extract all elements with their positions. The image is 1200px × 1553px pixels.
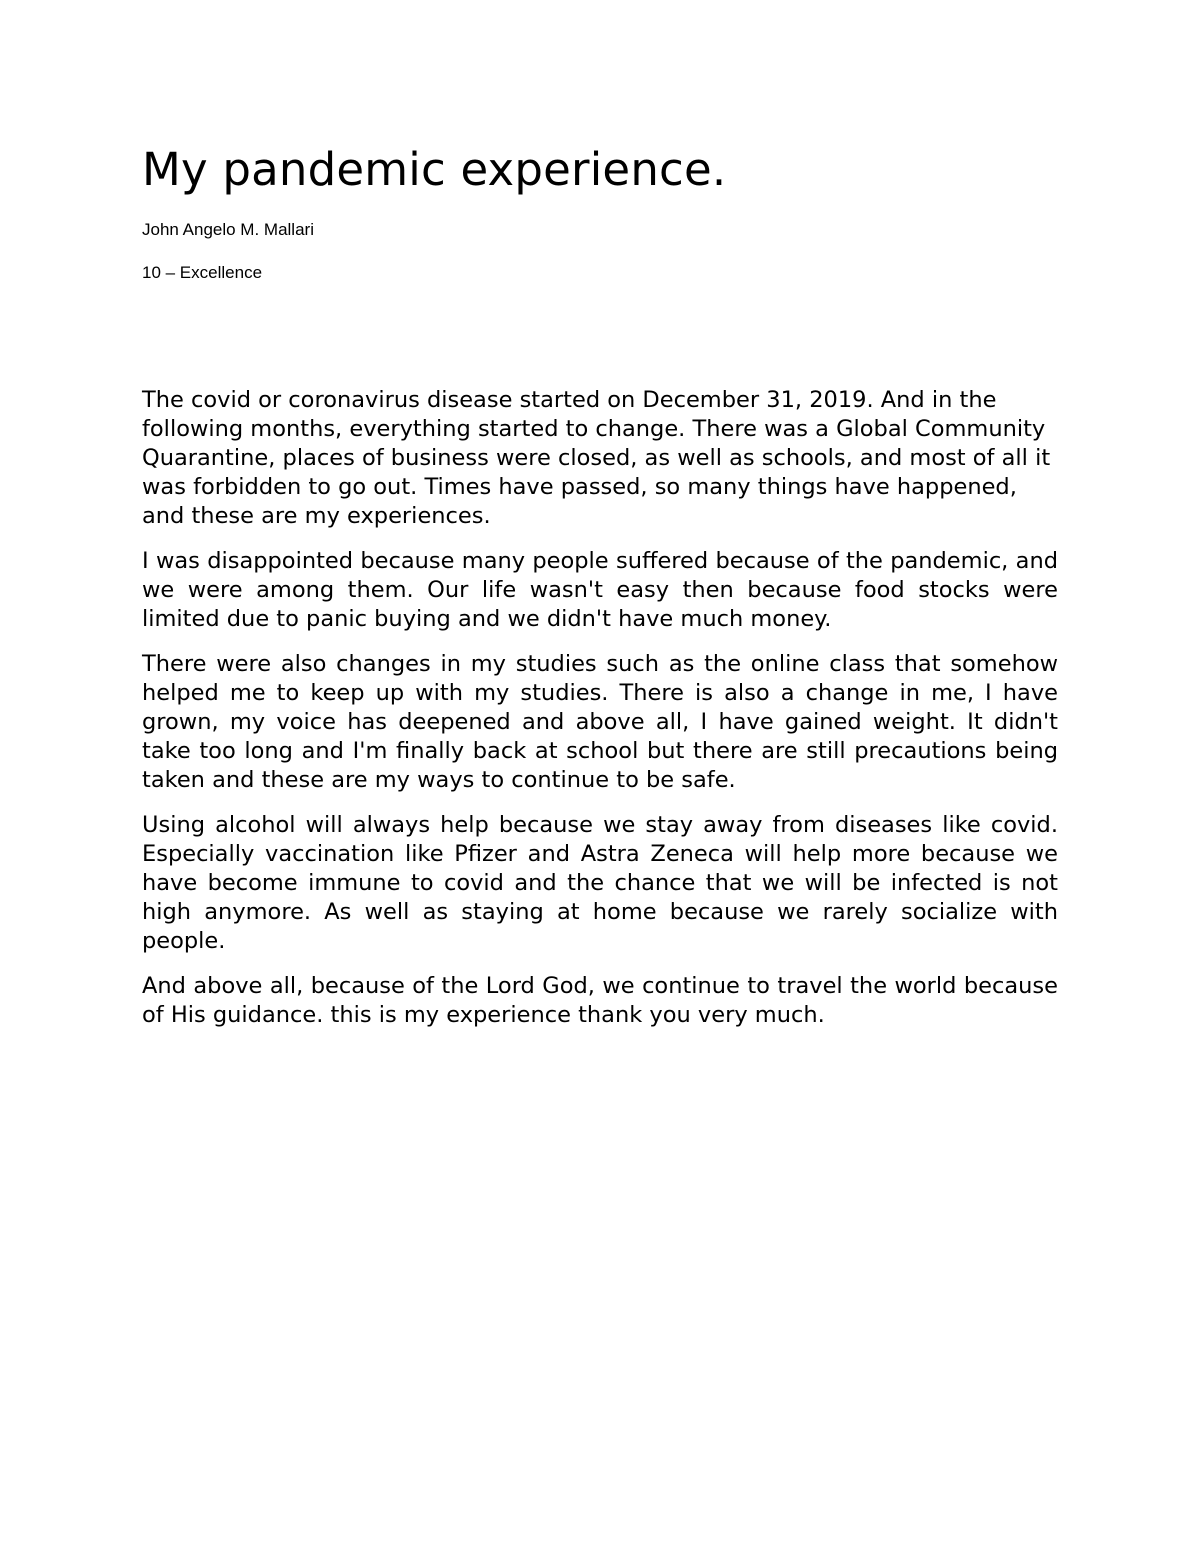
- paragraph-1: The covid or coronavirus disease started on December 31, 2019. And in the following months, everything started to change. There was a Global Community Quarantine, places of business were closed, as well as schools, and most of all it was forbidden to go out. Times have passed, so many things have happened, and these are my experiences.: [142, 387, 1051, 529]
- paragraph-2: I was disappointed because many people suffered because of the pandemic, and we were among them. Our life wasn't easy then because food stocks were limited due to panic buying and we didn't have much money.: [142, 548, 1058, 632]
- author-name: John Angelo M. Mallari: [142, 220, 314, 239]
- class-section: 10 – Excellence: [142, 263, 263, 282]
- document-content: [142, 138, 1058, 1046]
- paragraph-5: And above all, because of the Lord God, we continue to travel the world because of His guidance. this is my experience thank you very much.: [142, 973, 1058, 1028]
- document-body: [142, 386, 1058, 1030]
- paragraph-3: There were also changes in my studies such as the online class that somehow helped me to keep up with my studies. There is also a change in me, I have grown, my voice has deepened and above all, I have gained weight. It didn't take too long and I'm finally back at school but there are still precautions being taken and these are my ways to continue to be safe.: [142, 651, 1058, 793]
- document-title: My pandemic experience.: [142, 143, 727, 196]
- paragraph-4: Using alcohol will always help because we stay away from diseases like covid. Especially vaccination like Pfizer and Astra Zeneca will help more because we have become immune to covid and the chance that we will be infected is not high anymore. As well as staying at home because we rarely socialize with people.: [142, 812, 1058, 954]
